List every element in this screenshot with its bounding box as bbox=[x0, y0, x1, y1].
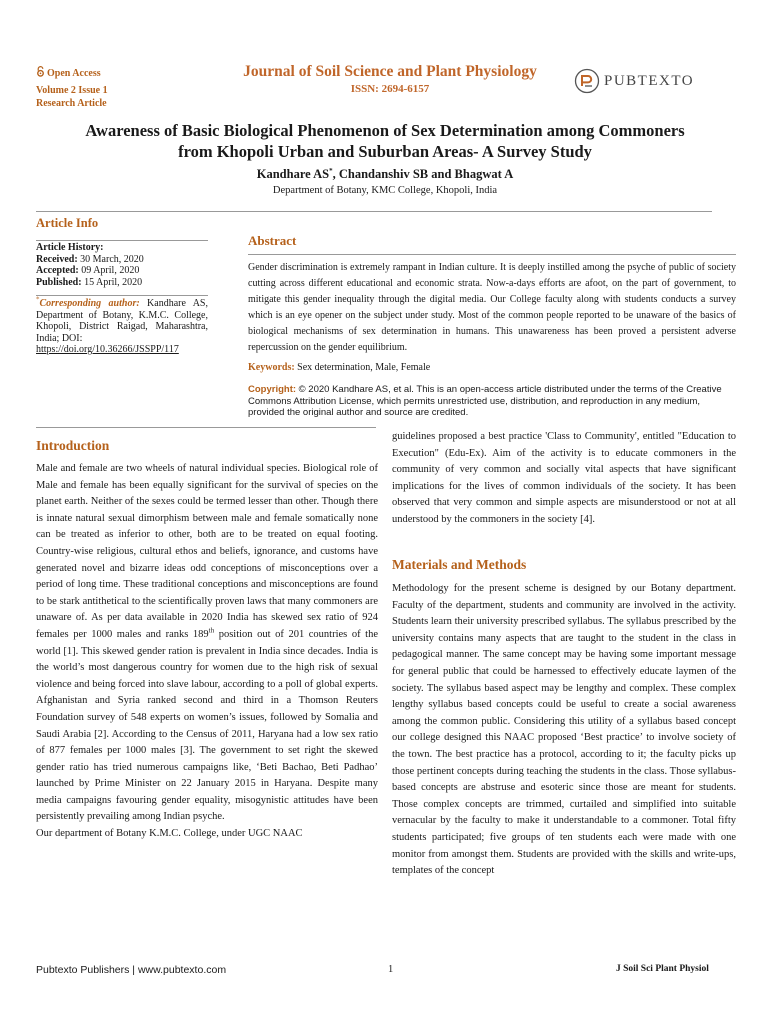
journal-header-left bbox=[36, 66, 108, 110]
article-info-heading: Article Info bbox=[36, 216, 99, 230]
copyright-label: Copyright: bbox=[248, 384, 297, 395]
page-number: 1 bbox=[388, 964, 394, 975]
body-divider bbox=[36, 427, 376, 428]
article-history bbox=[36, 242, 208, 288]
introduction-paragraph-1 bbox=[36, 461, 378, 826]
intro-p1-part-b: position out of 201 countries of the world [1]. This skewed gender ration is prevalent in India since decades. India is the world’s most dangerous country for women due to the high risk of sexual violence and being forced into slave labour, according to a poll of global experts. Afghanistan and Syria ranked second and third in a Thomson Reuters Foundation survey of 548 experts on women’s issues, followed by Somalia and Saudi Arabia [2]. According to the Census of 2011, Haryana had a low sex ratio of 877 females per 1000 males [3]. The government to set right the skewed gender ratio has tried numerous campaigns like, ‘Beti Bachao, Beti Padhao’ launched by Prime Minister on 22 January 2015 in Haryana. Despite many media campaigns favouring gender equality, misogynistic attitudes have been persistently prevailing among Indian psyche. bbox=[36, 628, 378, 823]
published-label: Published: bbox=[36, 276, 82, 288]
corresponding-divider bbox=[36, 295, 208, 296]
received-label: Received: bbox=[36, 253, 78, 265]
published-date: 15 April, 2020 bbox=[84, 276, 143, 288]
author-primary-mark: * bbox=[329, 166, 333, 175]
article-title-line1: Awareness of Basic Biological Phenomenon of Sex Determination among Commoners bbox=[85, 121, 685, 140]
header-divider bbox=[36, 211, 712, 212]
footer-publisher: Pubtexto Publishers | www.pubtexto.com bbox=[36, 964, 227, 976]
copyright-text: © 2020 Kandhare AS, et al. This is an open-access article distributed under the terms of the Creative Commons Attribution License, which permits unrestricted use, distribution, and reproduction in any medium, provided the original author and source are credited. bbox=[248, 384, 722, 418]
history-label: Article History: bbox=[36, 242, 104, 253]
article-type: Research Article bbox=[36, 98, 107, 109]
keywords-label: Keywords: bbox=[248, 362, 295, 373]
article-info-divider bbox=[36, 240, 208, 241]
doi-link[interactable]: https://doi.org/10.36266/JSSPP/117 bbox=[36, 344, 179, 355]
received-date: 30 March, 2020 bbox=[80, 253, 144, 265]
open-access-line bbox=[36, 66, 108, 80]
abstract-text: Gender discrimination is extremely rampant in Indian culture. It is deeply instilled among the psyche of public of society cutting across different educational and economic strata. Now-a-days efforts are afoot, on the part of government, to mitigate this gender inequality through the digital media. Our College faculty along with students conducts a survey which is an eye opener on the subject under study. Most of the common people reported to be unaware of the basics of biological mechanisms of sex determination in humans. This unawareness has been proved a persistent adverse repercussion on the gender equilibrium. bbox=[248, 262, 736, 353]
publisher-logo-text: PUBTEXTO bbox=[604, 72, 695, 89]
open-access-label: Open Access bbox=[47, 68, 101, 79]
introduction-heading: Introduction bbox=[36, 438, 110, 453]
corr-mark: * bbox=[36, 295, 40, 304]
publisher-logo bbox=[574, 68, 694, 94]
keywords-text: Sex determination, Male, Female bbox=[297, 362, 431, 373]
volume-issue: Volume 2 Issue 1 bbox=[36, 85, 108, 96]
introduction-body bbox=[36, 461, 378, 843]
authors-rest: , Chandanshiv SB and Bhagwat A bbox=[332, 167, 514, 181]
corresponding-author bbox=[36, 295, 208, 356]
introduction-continued: guidelines proposed a best practice 'Class to Community', entitled "Education to Execution" (Edu-Ex). Aim of the activity is to educate commoners in the community of very common and socially vital aspects that have significant implications for the lives of common individuals of the society. It has been observed that very common and simple aspects are misunderstood or not at all understood by the commoners in the society [4]. bbox=[392, 431, 736, 525]
introduction-paragraph-2: Our department of Botany K.M.C. College, under UGC NAAC bbox=[36, 828, 303, 840]
accepted-date: 09 April, 2020 bbox=[81, 265, 140, 276]
methods-body: Methodology for the present scheme is designed by our Botany department. Faculty of the department, students and community are involved in the activity. Students learn their university prescribed syllabus. The syllabus prescribed by the university contains many aspects that are taught to the student in the class in pedagogical manner. The same concept may be having some important message for general public that could be harnessed to effectively educate laymen of the society. The syllabus based aspect may be lengthy and complex. These complex lengthy syllabus based concepts could be useful to create a social awareness among the common public. Considering this utility of a syllabus based concept our college designed this NAAC proposed ‘Best practice’ to involve society of the town. The best practice has a protocol, according to it; the faculty picks up those pertinent concepts during teaching the students in the class. Those syllabus-based concepts are abstruse and esoteric since those are meant for students. Those complex concepts are trimmed, curtailed and simplified into suitable vernacular by the faculty to make it understandable to a commoner. Total fifty students participated; five groups of ten students each were made with one monitor from amongst them. Students are provided with the skills and write-ups, templates of the concept bbox=[392, 583, 736, 877]
abstract-heading: Abstract bbox=[248, 233, 297, 248]
abstract-divider bbox=[248, 254, 736, 255]
pubtexto-emblem-icon bbox=[574, 68, 600, 94]
copyright bbox=[248, 384, 736, 419]
open-access-lock-icon bbox=[36, 66, 45, 77]
article-title bbox=[40, 120, 730, 162]
author-primary: Kandhare AS bbox=[256, 167, 330, 181]
corr-label: Corresponding author: bbox=[39, 298, 140, 309]
article-title-line2: from Khopoli Urban and Suburban Areas- A Survey Study bbox=[178, 142, 592, 161]
journal-name: Journal of Soil Science and Plant Physiology bbox=[243, 63, 537, 80]
authors bbox=[40, 167, 730, 182]
issn: ISSN: 2694-6157 bbox=[350, 83, 430, 95]
methods-heading: Materials and Methods bbox=[392, 557, 527, 572]
accepted-label: Accepted: bbox=[36, 265, 79, 276]
intro-p1-sup: th bbox=[208, 626, 215, 635]
affiliation: Department of Botany, KMC College, Khopoli, India bbox=[272, 185, 498, 196]
corr-text: Kandhare AS, Department of Botany, K.M.C. College, Khopoli, District Raigad, Maharashtra, India; DOI: bbox=[36, 298, 208, 344]
intro-p1-part-a: Male and female are two wheels of natural individual species. Biological role of Male and female has been equally significant for the survival of species on the planet earth. Neither of the sexes could be termed lesser than other. Though there is innate natural sexual dimorphism between male and female somatically none can be treated as inferior to other, both are to be treated on equal footing. Country-wise religious, cultural ethos and beliefs, ignorance, and customs have generated novel and bizarre ideas odd conceptions of misconceptions over a period of long time. These traditional conceptions and misconceptions are found to be stark antithetical to the scientifically proven laws that many commoners are unaware of. As per data available in 2020 India has skewed sex ratio of 924 females per 1000 males and ranks 189 bbox=[36, 463, 378, 640]
footer-journal-abbrev: J Soil Sci Plant Physiol bbox=[616, 964, 709, 974]
keywords bbox=[248, 362, 736, 373]
